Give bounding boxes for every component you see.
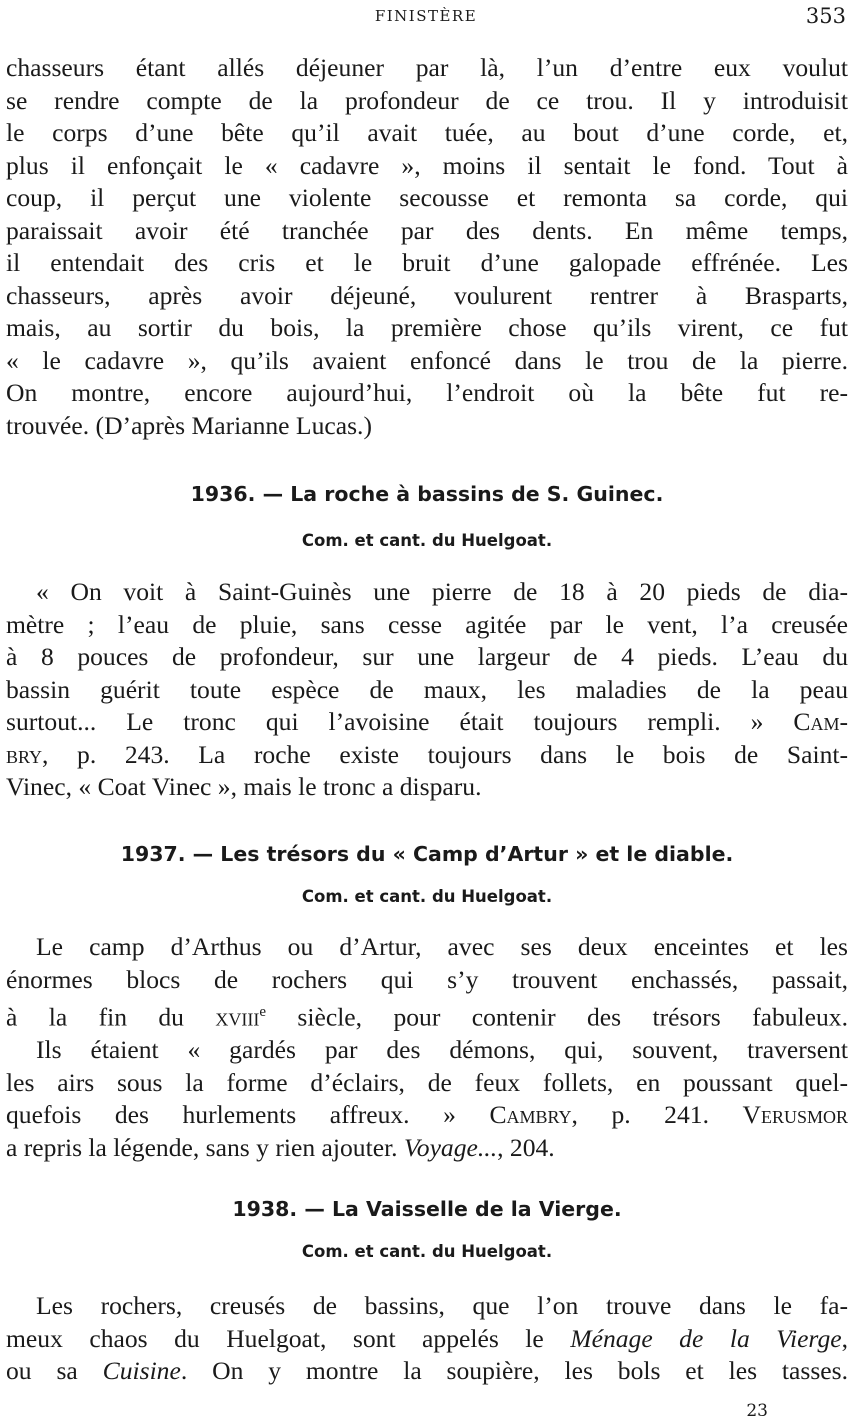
section-location-1936: Com. et cant. du Huelgoat. bbox=[301, 531, 553, 550]
text-line: Le camp d’Arthus ou d’Artur, avec ses deux enceintes et les bbox=[36, 932, 848, 961]
text-line: les airs sous la forme d’éclairs, de feux follets, en poussant quel- bbox=[6, 1067, 848, 1097]
paragraph-continued bbox=[6, 52, 848, 442]
century-numeral: xviii bbox=[215, 1002, 260, 1032]
text-line: mais, au sortir du bois, la première chose qu’ils virent, ce fut bbox=[6, 313, 848, 342]
work-title: Voyage... bbox=[403, 1132, 498, 1162]
page-number: 353 bbox=[805, 4, 846, 28]
text-line: quefois des hurlements affreux. » Cambry, p. 241. Verusmor bbox=[6, 1100, 849, 1130]
text-line: il entendait des cris et le bruit d’une galopade effrénée. Les bbox=[6, 248, 848, 277]
paragraph-1936 bbox=[6, 576, 848, 804]
italic-term: Ménage de la Vierge bbox=[570, 1323, 842, 1353]
author-name: bry bbox=[6, 739, 43, 769]
text-line: meux chaos du Huelgoat, sont appelés le Ménage de la Vierge, bbox=[6, 1323, 849, 1353]
text-line: a repris la légende, sans y rien ajouter. Voyage..., 204. bbox=[6, 1132, 555, 1162]
running-title: FINISTÈRE bbox=[374, 7, 478, 25]
text-line: surtout... Le tronc qui l’avoisine était toujours rempli. » Cam- bbox=[6, 707, 848, 736]
section-heading-1938: 1938. — La Vaisselle de la Vierge. bbox=[232, 1197, 622, 1221]
text-line: Vinec, « Coat Vinec », mais le tronc a disparu. bbox=[6, 772, 482, 801]
text-line: mètre ; l’eau de pluie, sans cesse agitée par le vent, l’a creusée bbox=[6, 609, 848, 639]
text-line: à 8 pouces de profondeur, sur une largeur de 4 pieds. L’eau du bbox=[6, 642, 848, 671]
text-line: Ils étaient « gardés par des démons, qui, souvent, traversent bbox=[36, 1035, 848, 1065]
author-name: Cam- bbox=[793, 707, 848, 736]
italic-term: Cuisine bbox=[102, 1356, 181, 1385]
text-line: énormes blocs de rochers qui s’y trouvent enchassés, passait, bbox=[6, 964, 848, 994]
running-head bbox=[0, 4, 852, 28]
text-line: « le cadavre », qu’ils avaient enfoncé dans le trou de la pierre. bbox=[6, 345, 848, 375]
author-name: Cambry bbox=[489, 1100, 572, 1130]
text-line: chasseurs étant allés déjeuner par là, l’un d’entre eux voulut bbox=[6, 53, 848, 82]
text-line: Les rochers, creusés de bassins, que l’on trouve dans le fa- bbox=[36, 1291, 848, 1320]
section-heading-1936: 1936. — La roche à bassins de S. Guinec. bbox=[190, 482, 664, 506]
section-location-1938: Com. et cant. du Huelgoat. bbox=[301, 1242, 553, 1261]
paragraph-1938 bbox=[6, 1290, 848, 1388]
text-line: bry, p. 243. La roche existe toujours dans le bois de Saint- bbox=[6, 739, 848, 769]
text-line: paraissait avoir été tranchée par des dents. En même temps, bbox=[6, 215, 848, 245]
paragraph-1937 bbox=[6, 931, 848, 1164]
text-line: ou sa Cuisine. On y montre la soupière, les bols et les tasses. bbox=[6, 1356, 848, 1385]
signature-mark: 23 bbox=[746, 1401, 768, 1421]
text-line: se rendre compte de la profondeur de ce trou. Il y introduisit bbox=[6, 85, 848, 115]
text-line: trouvée. (D’après Marianne Lucas.) bbox=[6, 410, 372, 440]
section-location-1937: Com. et cant. du Huelgoat. bbox=[301, 887, 553, 906]
author-name: Verusmor bbox=[742, 1100, 849, 1130]
text-line: coup, il perçut une violente secousse et remonta sa corde, qui bbox=[6, 183, 848, 212]
text-line: On montre, encore aujourd’hui, l’endroit où la bête fut re- bbox=[6, 378, 848, 407]
text-line: à la fin du xviii$^e$ siècle, pour contenir des trésors fabuleux. bbox=[6, 1002, 849, 1032]
section-heading-1937: 1937. — Les trésors du « Camp d’Artur » et le diable. bbox=[120, 842, 734, 866]
superscript: e bbox=[259, 1004, 267, 1020]
text-line: le corps d’une bête qu’il avait tuée, au bout d’une corde, et, bbox=[6, 118, 848, 147]
text-line: « On voit à Saint-Guinès une pierre de 18 à 20 pieds de dia- bbox=[36, 577, 848, 606]
text-line: bassin guérit toute espèce de maux, les maladies de la peau bbox=[6, 674, 848, 704]
text-line: plus il enfonçait le « cadavre », moins il sentait le fond. Tout à bbox=[6, 150, 848, 180]
text-line: chasseurs, après avoir déjeuné, voulurent rentrer à Brasparts, bbox=[6, 280, 848, 310]
